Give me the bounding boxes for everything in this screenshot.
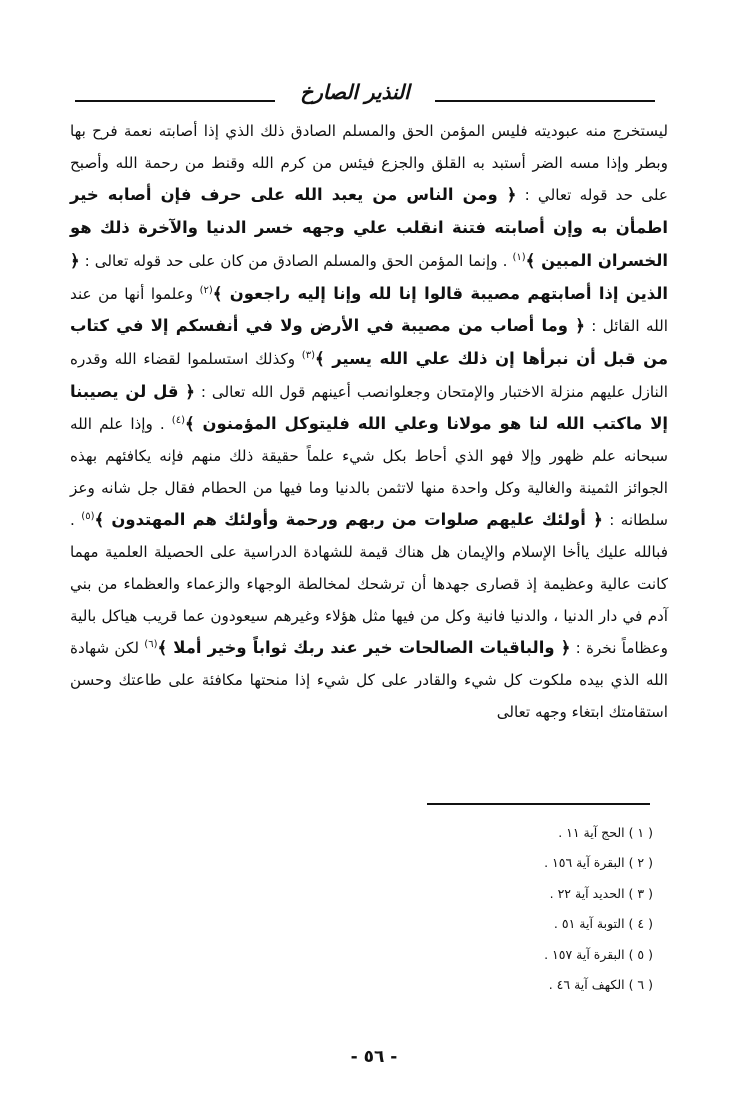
footnote-ref: (٣) (301, 349, 315, 361)
footnotes-list (353, 818, 653, 1000)
footnote-item: ( ٣ ) الحديد آية ٢٢ . (549, 885, 653, 901)
body-text (70, 116, 668, 728)
header-rule-left (75, 100, 275, 102)
quran-verse: ﴿ قل لن يصيبنا إلا ماكتب الله لنا هو مولانا وعلي الله فليتوكل المؤمنون ﴾ (70, 381, 669, 434)
quran-verse: ﴿ وما أصاب من مصيبة في الأرض ولا في أنفسكم إلا في كتاب من قبل أن نبرأها إن ذلك علي الله يسير ﴾ (70, 316, 668, 368)
text-segment: . وإذا علم الله سبحانه علم ظهور وإلا فهو الذي أحاط بكل شيء علماً حقيقة ذلك منهم فإنه يكافئهم بهذه الجوائز الثمينة والغالية وكل واحدة منها لاتثمن بالدنيا وما فيها من الحطام فقال جل شانه وعز سلطانه : (70, 415, 669, 530)
footnote-ref: (١) (512, 251, 526, 263)
running-header (75, 78, 655, 110)
footnote-item: ( ٤ ) التوبة آية ٥١ . (553, 916, 653, 932)
footnote-ref: (٥) (81, 511, 95, 523)
footnote-item: ( ٥ ) البقرة آية ١٥٧ . (544, 946, 653, 962)
page-number: - ٥٦ - (350, 1047, 398, 1067)
footnote-item: ( ٢ ) البقرة آية ١٥٦ . (544, 855, 653, 871)
text-segment: . فبالله عليك ياأخا الإسلام والإيمان هل هناك قيمة للشهادة الدراسية على الحصيلة العلمية مهما كانت عالية وعظيمة إذ قصارى جهدها أن ترشحك لمخالطة الوجهاء والزعماء والعظماء من بني آدم في دار الدنيا ، والدنيا فانية وكل من فيها مثل هؤلاء وغيرهم سيعودون عما قريب هياكل بالية وعظاماً نخرة : (70, 511, 668, 658)
header-rule-right (435, 100, 655, 102)
footnote-ref: (٤) (171, 415, 185, 427)
header-title: النذير الصارخ (300, 80, 410, 104)
text-segment: وعلموا أنها من عند الله القائل : (70, 284, 668, 336)
text-segment: . وإنما المؤمن الحق والمسلم الصادق من كان على حد قوله تعالى : (79, 251, 513, 270)
text-segment: وكذلك استسلموا لقضاء الله وقدره النازل عليهم منزلة الاختبار والإمتحان وجعلوانصب أعينهم قول الله تعالى : (70, 349, 668, 401)
text-segment: ليستخرج منه عبوديته فليس المؤمن الحق والمسلم الصادق ذلك الذي إذا أصابته نعمة فرح بها وبطر وإذا مسه الضر أستبد به القلق والجزع فيئس من كرم الله وقنط من رحمة الله وأصبح على حد قوله تعالي : (70, 122, 668, 205)
quran-verse: ﴿ الذين إذا أصابتهم مصيبة قالوا إنا لله وإنا إليه راجعون ﴾ (70, 250, 668, 303)
text-segment: لكن شهادة الله الذي بيده ملكوت كل شيء والقادر على كل شيء إذا منحتها مكافئة على طاعتك وحسن استقامتك ابتغاء وجهه تعالى (70, 639, 668, 721)
footnote-ref: (٢) (199, 284, 213, 296)
footnote-item: ( ٦ ) الكهف آية ٤٦ . (548, 977, 653, 993)
quran-verse: ﴿ ومن الناس من يعبد الله على حرف فإن أصابه خير اطمأن به وإن أصابته فتنة انقلب علي وجهه خسر الدنيا والآخرة ذلك هو الخسران المبين ﴾ (70, 185, 668, 270)
footnote-separator (427, 803, 650, 805)
footnote-ref: (٦) (144, 639, 158, 651)
quran-verse: ﴿ أولئك عليهم صلوات من ربهم ورحمة وأولئك هم المهتدون ﴾ (94, 510, 603, 530)
footnote-item: ( ١ ) الحج آية ١١ . (558, 825, 653, 840)
main-paragraph (70, 116, 668, 728)
quran-verse: ﴿ والباقيات الصالحات خير عند ربك ثواباً وخير أملا ﴾ (157, 638, 571, 658)
